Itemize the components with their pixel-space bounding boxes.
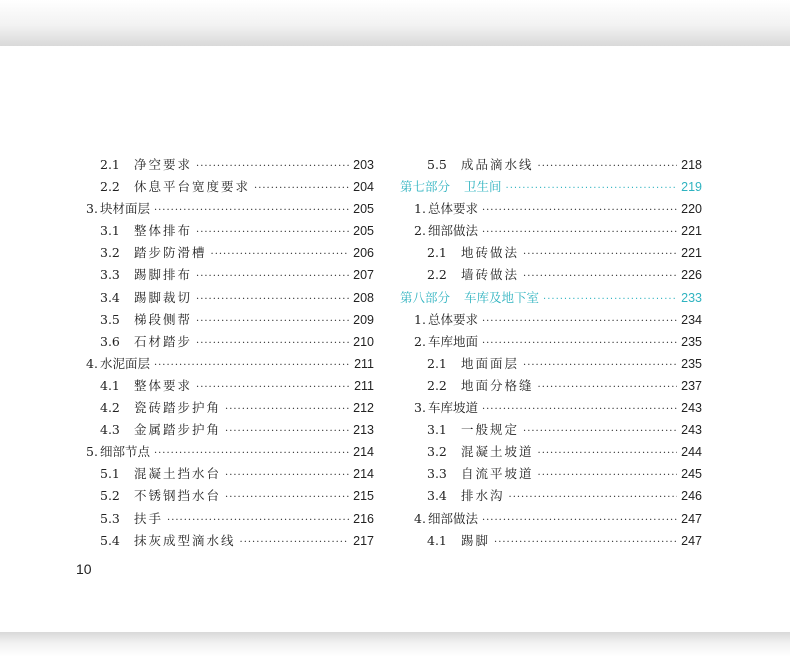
toc-entry-number: 4. — [414, 510, 426, 526]
toc-leader-dots — [523, 266, 677, 288]
toc-entry-title: 踢脚裁切 — [134, 289, 193, 305]
toc-leader-dots — [494, 532, 677, 554]
toc-entry-page: 204 — [353, 180, 374, 195]
toc-leader-dots — [225, 399, 349, 421]
toc-leader-dots — [538, 377, 678, 399]
toc-leader-dots — [154, 443, 349, 465]
toc-entry[interactable] — [80, 463, 374, 485]
toc-entry-page: 247 — [681, 533, 702, 548]
toc-leader-dots — [506, 178, 678, 200]
toc-leader-dots — [543, 289, 677, 311]
toc-entry-page: 208 — [353, 290, 374, 305]
toc-entry-title: 整体要求 — [134, 377, 193, 393]
toc-entry-title: 不锈钢挡水台 — [134, 488, 222, 504]
toc-leader-dots — [196, 266, 349, 288]
toc-entry[interactable] — [80, 375, 374, 397]
toc-entry[interactable] — [400, 176, 702, 198]
toc-entry[interactable] — [400, 441, 702, 463]
toc-entry-page: 237 — [681, 378, 702, 393]
toc-entry-title: 整体排布 — [134, 223, 193, 239]
toc-entry-title: 扶手 — [134, 510, 164, 526]
toc-leader-dots — [482, 311, 677, 333]
toc-leader-dots — [509, 487, 678, 509]
toc-entry[interactable] — [400, 508, 702, 530]
toc-entry-number: 3.5 — [100, 311, 120, 327]
toc-entry-number: 第七部分 — [400, 179, 451, 195]
toc-entry-title: 混凝土挡水台 — [134, 466, 222, 482]
toc-leader-dots — [196, 289, 349, 311]
toc-entry[interactable] — [400, 485, 702, 507]
toc-entry-title: 金属踏步护角 — [134, 422, 222, 438]
toc-entry-number: 3.6 — [100, 333, 120, 349]
toc-entry[interactable] — [400, 287, 702, 309]
toc-entry-page: 209 — [353, 312, 374, 327]
page-bottom-shadow — [0, 632, 790, 657]
toc-entry-page: 212 — [353, 401, 374, 416]
toc-entry-page: 216 — [353, 511, 374, 526]
toc-entry-title: 地面分格缝 — [461, 377, 534, 393]
toc-entry-number: 2.1 — [427, 355, 447, 371]
toc-entry-number: 3.1 — [427, 422, 447, 438]
toc-entry[interactable] — [80, 397, 374, 419]
toc-entry-page: 214 — [353, 445, 374, 460]
toc-entry-page: 205 — [353, 224, 374, 239]
toc-leader-dots — [196, 377, 350, 399]
toc-entry-title: 成品滴水线 — [461, 157, 534, 172]
toc-entry-page: 243 — [681, 423, 702, 438]
toc-entry-number: 5.3 — [100, 510, 120, 526]
toc-entry-number: 2.1 — [427, 245, 447, 261]
toc-entry-number: 5.1 — [100, 466, 120, 482]
toc-entry-number: 4.2 — [100, 400, 120, 416]
toc-entry-page: 218 — [681, 158, 702, 172]
toc-entry-title: 排水沟 — [461, 488, 505, 504]
toc-entry-title: 踢脚排布 — [134, 267, 193, 283]
toc-entry[interactable] — [400, 264, 702, 286]
toc-left-column — [80, 154, 374, 552]
toc-entry-title: 墙砖做法 — [461, 267, 520, 283]
toc-page — [0, 46, 790, 632]
toc-leader-dots — [196, 333, 349, 355]
toc-entry[interactable] — [80, 419, 374, 441]
toc-leader-dots — [225, 421, 349, 443]
toc-entry-number: 3.4 — [427, 488, 447, 504]
toc-entry[interactable] — [400, 331, 702, 353]
toc-entry-title: 抹灰成型滴水线 — [134, 532, 236, 548]
toc-entry-number: 4.1 — [427, 532, 447, 548]
toc-entry-page: 205 — [353, 202, 374, 217]
toc-entry-number: 3.2 — [427, 444, 447, 460]
toc-entry-title: 梯段侧帮 — [134, 311, 193, 327]
toc-leader-dots — [523, 421, 677, 443]
toc-entry-page: 207 — [353, 268, 374, 283]
toc-entry-page: 247 — [681, 511, 702, 526]
toc-entry-page: 221 — [681, 246, 702, 261]
toc-entry-page: 217 — [353, 533, 374, 548]
toc-entry-title: 车库坡道 — [427, 400, 478, 416]
toc-entry-title: 休息平台宽度要求 — [134, 179, 251, 195]
toc-entry[interactable] — [400, 353, 702, 375]
toc-leader-dots — [154, 200, 349, 222]
toc-entry[interactable] — [400, 375, 702, 397]
toc-entry-page: 221 — [681, 224, 702, 239]
toc-entry-title: 石材踏步 — [134, 333, 193, 349]
toc-entry-page: 246 — [681, 489, 702, 504]
toc-entry-page: 244 — [681, 445, 702, 460]
toc-leader-dots — [482, 510, 677, 532]
toc-entry-title: 细部做法 — [427, 223, 478, 239]
toc-entry-number: 3.4 — [100, 289, 120, 305]
toc-leader-dots — [196, 222, 349, 244]
toc-entry[interactable] — [400, 154, 702, 176]
toc-entry[interactable] — [400, 463, 702, 485]
toc-entry[interactable] — [80, 198, 374, 220]
toc-entry-title: 车库地面 — [427, 333, 478, 349]
toc-entry-number: 3.2 — [100, 245, 120, 261]
toc-entry-title: 地面面层 — [461, 355, 520, 371]
toc-entry-page: 235 — [681, 334, 702, 349]
toc-entry-page: 235 — [681, 356, 702, 371]
toc-entry[interactable] — [80, 176, 374, 198]
toc-entry[interactable] — [80, 242, 374, 264]
toc-entry-number: 2.2 — [427, 267, 447, 283]
toc-entry[interactable] — [400, 530, 702, 552]
toc-entry-number: 3. — [86, 201, 98, 217]
toc-entry-number: 4.3 — [100, 422, 120, 438]
toc-entry-number: 4.1 — [100, 377, 120, 393]
toc-entry[interactable] — [80, 441, 374, 463]
toc-entry-title: 卫生间 — [464, 179, 502, 195]
toc-leader-dots — [196, 311, 349, 333]
toc-entry[interactable] — [80, 530, 374, 552]
toc-entry-title: 踢脚 — [461, 532, 491, 548]
toc-entry[interactable] — [80, 331, 374, 353]
toc-entry-number: 5. — [86, 444, 98, 460]
toc-entry-number: 2.1 — [100, 157, 120, 172]
toc-entry[interactable] — [80, 353, 374, 375]
toc-entry-number: 1. — [414, 311, 426, 327]
toc-entry[interactable] — [400, 419, 702, 441]
toc-entry[interactable] — [80, 485, 374, 507]
toc-leader-dots — [538, 443, 678, 465]
toc-entry-page: 211 — [354, 378, 374, 393]
toc-entry-number: 5.5 — [427, 157, 447, 172]
toc-leader-dots — [523, 244, 677, 266]
toc-entry-number: 第八部分 — [400, 289, 451, 305]
toc-entry-page: 206 — [353, 246, 374, 261]
toc-entry[interactable] — [400, 242, 702, 264]
toc-entry-number: 3.3 — [427, 466, 447, 482]
toc-entry-title: 总体要求 — [427, 201, 478, 217]
toc-entry-title: 总体要求 — [427, 311, 478, 327]
toc-entry-title: 地砖做法 — [461, 245, 520, 261]
toc-entry-number: 2.2 — [427, 377, 447, 393]
toc-leader-dots — [196, 156, 349, 178]
toc-leader-dots — [538, 465, 678, 487]
toc-entry-title: 混凝土坡道 — [461, 444, 534, 460]
toc-entry[interactable] — [80, 508, 374, 530]
toc-entry[interactable] — [400, 198, 702, 220]
toc-entry-number: 2. — [414, 333, 426, 349]
toc-entry-title: 水泥面层 — [99, 355, 150, 371]
toc-entry-number: 5.2 — [100, 488, 120, 504]
toc-leader-dots — [225, 487, 349, 509]
toc-entry-page: 245 — [681, 467, 702, 482]
toc-leader-dots — [482, 222, 677, 244]
toc-entry-title: 自流平坡道 — [461, 466, 534, 482]
toc-leader-dots — [211, 244, 350, 266]
toc-right-column — [400, 154, 702, 552]
toc-entry-title: 细部节点 — [99, 444, 150, 460]
toc-entry-number: 1. — [414, 201, 426, 217]
toc-entry-title: 细部做法 — [427, 510, 478, 526]
toc-entry[interactable] — [400, 220, 702, 242]
toc-entry-page: 210 — [353, 334, 374, 349]
toc-entry[interactable] — [80, 220, 374, 242]
toc-entry-title: 踏步防滑槽 — [134, 245, 207, 261]
toc-entry-title: 块材面层 — [99, 201, 150, 217]
toc-entry-page: 215 — [353, 489, 374, 504]
toc-leader-dots — [482, 200, 677, 222]
toc-entry-page: 213 — [353, 423, 374, 438]
toc-entry-page: 234 — [681, 312, 702, 327]
toc-entry-page: 233 — [681, 290, 702, 305]
toc-entry-page: 219 — [681, 180, 702, 195]
toc-entry-number: 3. — [414, 400, 426, 416]
toc-entry-number: 4. — [86, 355, 98, 371]
toc-leader-dots — [154, 355, 350, 377]
toc-entry-title: 瓷砖踏步护角 — [134, 400, 222, 416]
toc-entry-number: 3.1 — [100, 223, 120, 239]
toc-entry-number: 5.4 — [100, 532, 120, 548]
toc-entry[interactable] — [80, 287, 374, 309]
toc-leader-dots — [482, 399, 677, 421]
page-top-shadow — [0, 0, 790, 46]
toc-leader-dots — [167, 510, 349, 532]
toc-leader-dots — [538, 156, 678, 178]
toc-leader-dots — [254, 178, 349, 200]
toc-leader-dots — [523, 355, 677, 377]
toc-entry-page: 211 — [354, 356, 374, 371]
toc-entry-number: 2. — [414, 223, 426, 239]
page-number: 10 — [76, 561, 92, 577]
toc-leader-dots — [482, 333, 677, 355]
toc-entry-page: 243 — [681, 401, 702, 416]
toc-entry-number: 3.3 — [100, 267, 120, 283]
toc-entry-page: 214 — [353, 467, 374, 482]
toc-entry-number: 2.2 — [100, 179, 120, 195]
toc-entry-page: 203 — [353, 158, 374, 172]
toc-entry-title: 车库及地下室 — [464, 289, 540, 305]
toc-entry-page: 226 — [681, 268, 702, 283]
toc-entry[interactable] — [80, 264, 374, 286]
toc-leader-dots — [240, 532, 350, 554]
toc-entry-title: 一般规定 — [461, 422, 520, 438]
toc-entry[interactable] — [80, 154, 374, 176]
toc-entry[interactable] — [400, 397, 702, 419]
toc-entry[interactable] — [80, 309, 374, 331]
toc-entry-page: 220 — [681, 202, 702, 217]
toc-leader-dots — [225, 465, 349, 487]
toc-entry-title: 净空要求 — [134, 157, 193, 172]
toc-entry[interactable] — [400, 309, 702, 331]
